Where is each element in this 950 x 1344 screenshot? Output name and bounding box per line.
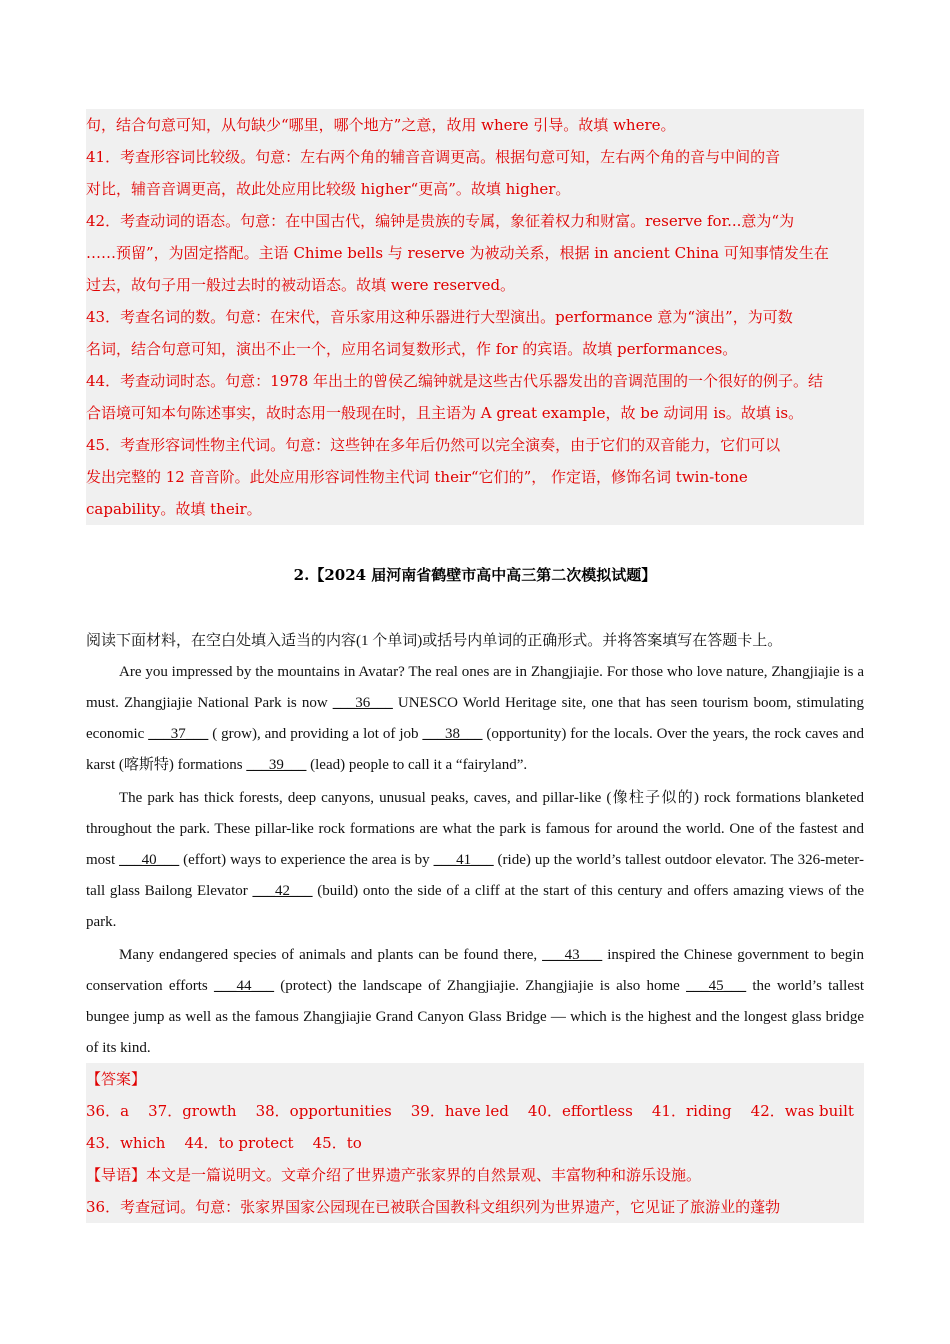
blank-41: ___41___ bbox=[433, 852, 494, 868]
passage-paragraph-1 bbox=[86, 657, 864, 781]
answer-row-2: 43．which 44．to protect 45．to bbox=[86, 1134, 362, 1152]
answer-line: 名词，结合句意可知，演出不止一个，应用名词复数形式，作 for 的宾语。故填 performances。 bbox=[86, 340, 738, 358]
answer-line: 44．考查动词时态。句意：1978 年出土的曾侯乙编钟就是这些古代乐器发出的音调范围的一个很好的例子。结 bbox=[86, 372, 824, 390]
answer-label: 【答案】 bbox=[86, 1070, 147, 1088]
section-heading: 2.【2024 届河南省鹤壁市高中高三第二次模拟试题】 bbox=[293, 566, 657, 584]
text-span: (effort) ways to experience the area is by bbox=[179, 852, 434, 868]
passage bbox=[86, 626, 864, 1064]
blank-39: ___39___ bbox=[246, 757, 307, 773]
answer-row-1: 36．a 37．growth 38．opportunities 39．have led 40．effortless 41．riding 42．was built bbox=[86, 1102, 854, 1120]
text-span: (opportunity) for the locals. Over the years, the rock caves and karst (喀斯特) formations bbox=[86, 726, 864, 773]
answer-line: 对比，辅音音调更高，故此处应用比较级 higher“更高”。故填 higher。 bbox=[86, 180, 571, 198]
blank-38: ___38___ bbox=[422, 726, 483, 742]
answer-key-block bbox=[86, 1063, 864, 1223]
answer-line: 过去，故句子用一般过去时的被动语态。故填 were reserved。 bbox=[86, 276, 516, 294]
blank-43: ___43___ bbox=[542, 947, 603, 963]
answer-line: 42．考查动词的语态。句意：在中国古代，编钟是贵族的专属，象征着权力和财富。reserve for...意为“为 bbox=[86, 212, 795, 230]
text-span: Are you impressed by the mountains in Avatar? The real ones are in Zhangjiajie. For those who love nature, Zhangjiajie is a must. Zhangjiajie National Park is now bbox=[86, 664, 864, 711]
blank-45: ___45___ bbox=[686, 978, 747, 994]
guide-text: 【导语】本文是一篇说明文。文章介绍了世界遗产张家界的自然景观、丰富物种和游乐设施。 bbox=[86, 1166, 702, 1184]
text-span: (lead) people to call it a “fairyland”. bbox=[306, 757, 528, 773]
answer-line: 发出完整的 12 音音阶。此处应用形容词性物主代词 their“它们的”， 作定语，修饰名词 twin-tone bbox=[86, 468, 748, 486]
text-span: ( grow), and providing a lot of job bbox=[208, 726, 423, 742]
blank-36: ___36___ bbox=[332, 695, 393, 711]
answer-line: 合语境可知本句陈述事实，故时态用一般现在时，且主语为 A great example，故 be 动词用 is。故填 is。 bbox=[86, 404, 804, 422]
blank-42: ___42___ bbox=[252, 883, 313, 899]
answer-explanation-36: 36．考查冠词。句意：张家界国家公园现在已被联合国教科文组织列为世界遗产，它见证了旅游业的蓬勃 bbox=[86, 1198, 781, 1216]
answer-line: capability。故填 their。 bbox=[86, 500, 262, 518]
instruction: 阅读下面材料，在空白处填入适当的内容(1 个单词)或括号内单词的正确形式。并将答案填写在答题卡上。 bbox=[86, 633, 783, 649]
blank-44: ___44___ bbox=[214, 978, 275, 994]
passage-paragraph-2 bbox=[86, 783, 864, 938]
text-span: (build) onto the side of a cliff at the start of this century and offers amazing views of the park. bbox=[86, 883, 864, 930]
text-span: Many endangered species of animals and plants can be found there, bbox=[119, 947, 543, 963]
answer-line: 45．考查形容词性物主代词。句意：这些钟在多年后仍然可以完全演奏，由于它们的双音能力，它们可以 bbox=[86, 436, 781, 454]
text-span: (ride) up the world’s tallest outdoor elevator. The 326-meter-tall glass Bailong Elevator bbox=[86, 852, 864, 899]
blank-37: ___37___ bbox=[148, 726, 209, 742]
text-span: The park has thick forests, deep canyons, unusual peaks, caves, and pillar-like (像柱子似的) rock formations blanketed throughout the park. These pillar-like rock formations are what the park is famous for around the world. One of the fastest and most bbox=[86, 790, 864, 868]
answer-explanation-block bbox=[86, 109, 864, 525]
answer-line: 句，结合句意可知，从句缺少“哪里，哪个地方”之意，故用 where 引导。故填 where。 bbox=[86, 116, 676, 134]
text-span: inspired the Chinese government to begin conservation efforts bbox=[86, 947, 864, 994]
text-span: the world’s tallest bungee jump as well as the famous Zhangjiajie Grand Canyon Glass Bridge — which is the highest and the longest glass bridge of its kind. bbox=[86, 978, 864, 1056]
text-span: (protect) the landscape of Zhangjiajie. Zhangjiajie is also home bbox=[274, 978, 687, 994]
passage-paragraph-3 bbox=[86, 940, 864, 1064]
blank-40: ___40___ bbox=[119, 852, 180, 868]
answer-line: ……预留”，为固定搭配。主语 Chime bells 与 reserve 为被动关系，根据 in ancient China 可知事情发生在 bbox=[86, 244, 829, 262]
text-span: UNESCO World Heritage site, one that has seen tourism boom, stimulating economic bbox=[86, 695, 864, 742]
answer-line: 41．考查形容词比较级。句意：左右两个角的辅音音调更高。根据句意可知，左右两个角的音与中间的音 bbox=[86, 148, 781, 166]
answer-line: 43．考查名词的数。句意：在宋代，音乐家用这种乐器进行大型演出。performance 意为“演出”，为可数 bbox=[86, 308, 793, 326]
